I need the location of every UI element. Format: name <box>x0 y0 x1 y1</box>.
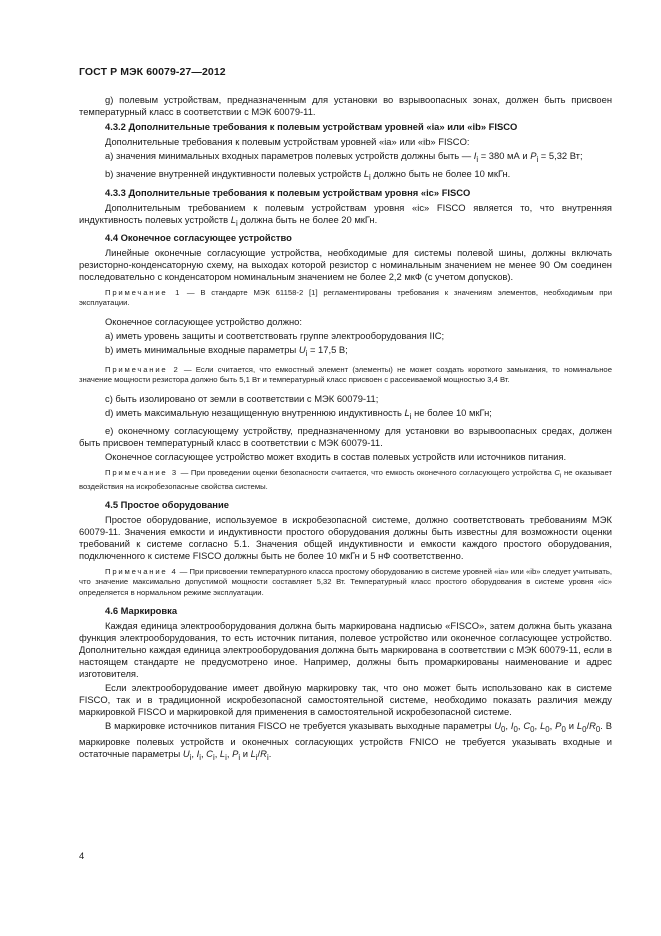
note-label: Примечание 2 <box>105 365 180 374</box>
paragraph: Линейные оконечные согласующие устройства, необходимые для системы полевой шины, должны включать резисторно-конденсаторную схему, на выходах которой резистор с номинальным значением не менее 90 Ом соединен последовательно с конденсатором номинальным значением не более 2,2 мкФ (с учетом допусков). <box>79 247 612 283</box>
note <box>79 288 612 309</box>
paragraph: Оконечное согласующее устройство может входить в состав полевых устройств или источников питания. <box>105 451 567 463</box>
note-text: — При проведении оценки безопасности считается, что емкость оконечного согласующего устройства $C_i$ не оказывает воздействия на искробезопасные свойства системы. <box>79 468 612 492</box>
paragraph: b) значение внутренней индуктивности полевых устройств $L_i$ должно быть не более 10 мкГн. <box>105 168 511 182</box>
paragraph: a) иметь уровень защиты и соответствовать группе электрооборудования IIC; <box>105 330 445 342</box>
section-heading: 4.4 Оконечное согласующее устройство <box>105 232 292 244</box>
paragraph: Дополнительные требования к полевым устройствам уровней «ia» или «ib» FISCO: <box>105 135 470 147</box>
paragraph: e) оконечному согласующему устройству, предназначенному для установки во взрывоопасных средах, должен быть присвоен температурный класс в соответствии с МЭК 60079-11. <box>79 425 612 448</box>
paragraph: Оконечное согласующее устройство должно: <box>105 315 302 327</box>
paragraph: a) значения минимальных входных параметров полевых устройств должны быть — $I_i = 380$ мА и $P_i = 5,32$ Вт; <box>105 149 583 164</box>
paragraph: b) иметь минимальные входные параметры $U_i = 17,5$ В; <box>105 344 348 359</box>
note-text: — При присвоении температурного класса простому оборудованию в системе уровней «ia» или «ib» следует учитывать, что значение максимально допустимой мощности составляет 5,32 Вт. Температурный класс простого оборудования в системе уровня «ic» определяется в нормальном режиме эксплуатации. <box>79 566 612 597</box>
section-heading: 4.3.3 Дополнительные требования к полевым устройствам уровня «ic» FISCO <box>105 186 471 198</box>
note-label: Примечание 4 <box>105 566 178 576</box>
paragraph: Если электрооборудование имеет двойную маркировку так, что оно может быть использовано как в системе FISCO, так и в традиционной искробезопасной самостоятельной системе, необходимо показать различия между маркировкой FISCO и маркировкой для применения в самостоятельной искробезопасной системе. <box>79 681 612 717</box>
note <box>79 567 612 598</box>
paragraph: Каждая единица электрооборудования должна быть маркирована надписью «FISCO», затем должна быть указана функция электрооборудования, то есть источник питания, полевое устройство или оконечное согласующее устройство. Дополнительно каждая единица электрооборудования должна быть маркирована в соответствии с МЭК 60079-11, если в настоящем стандарте не предусмотрено иное. Например, должны быть промаркированы наименование и адрес изготовителя. <box>79 620 612 679</box>
paragraph: Дополнительным требованием к полевым устройствам уровня «ic» FISCO является то, что внутренняя индуктивность полевых устройств $L_i$ должна быть не более 20 мкГн. <box>79 201 612 228</box>
note-text: — В стандарте МЭК 61158-2 [1] регламентированы требования к значениям элементов, необходимым при эксплуатации. <box>79 288 612 308</box>
note-label: Примечание 1 <box>105 288 182 297</box>
page-body <box>79 94 612 766</box>
note <box>79 468 612 492</box>
note-text: — Если считается, что емкостный элемент (элементы) не может создать короткого замыкания, то номинальное значение мощности резистора должно быть 5,1 Вт и температурный класс присвоен с рассеиваемой мощностью 3,4 Вт. <box>79 365 612 385</box>
paragraph: Простое оборудование, используемое в искробезопасной системе, должно соответствовать требованиям МЭК 60079-11. Значения емкости и индуктивности простого оборудования должны быть известны для возможности оценки требований к системе согласно 5.1. Значения общей индуктивности и емкости каждого простого оборудования, подключенного к системе FISCO должны быть не более 10 мкГн и 5 нФ соответственно. <box>79 514 612 562</box>
section-heading: 4.5 Простое оборудование <box>105 499 229 511</box>
section-heading: 4.6 Маркировка <box>105 605 178 617</box>
section-heading: 4.3.2 Дополнительные требования к полевым устройствам уровней «ia» или «ib» FISCO <box>105 120 518 132</box>
paragraph: c) быть изолировано от земли в соответствии с МЭК 60079-11; <box>105 392 379 404</box>
running-header: ГОСТ Р МЭК 60079-27—2012 <box>79 66 226 78</box>
page-number: 4 <box>79 850 85 861</box>
paragraph: d) иметь максимальную незащищенную внутреннюю индуктивность $L_i$ не более 10 мкГн; <box>105 407 492 421</box>
note-label: Примечание 3 <box>105 468 178 478</box>
paragraph: g) полевым устройствам, предназначенным для установки во взрывоопасных зонах, должен быть присвоен температурный класс в соответствии с МЭК 60079-11. <box>79 94 612 117</box>
paragraph: В маркировке источников питания FISCO не требуется указывать выходные параметры $U_0$, $I_0$, $C_0$, $L_0$, $P_0$ и $L_0/R_0$. В маркировке полевых устройств и оконечных согласующих устройств FNICO не требуется указывать входные и остаточные параметры $U_i$, $I_i$, $C_i$, $L_i$, $P_i$ и $L_i/R_i$. <box>79 719 612 762</box>
note <box>79 365 612 386</box>
